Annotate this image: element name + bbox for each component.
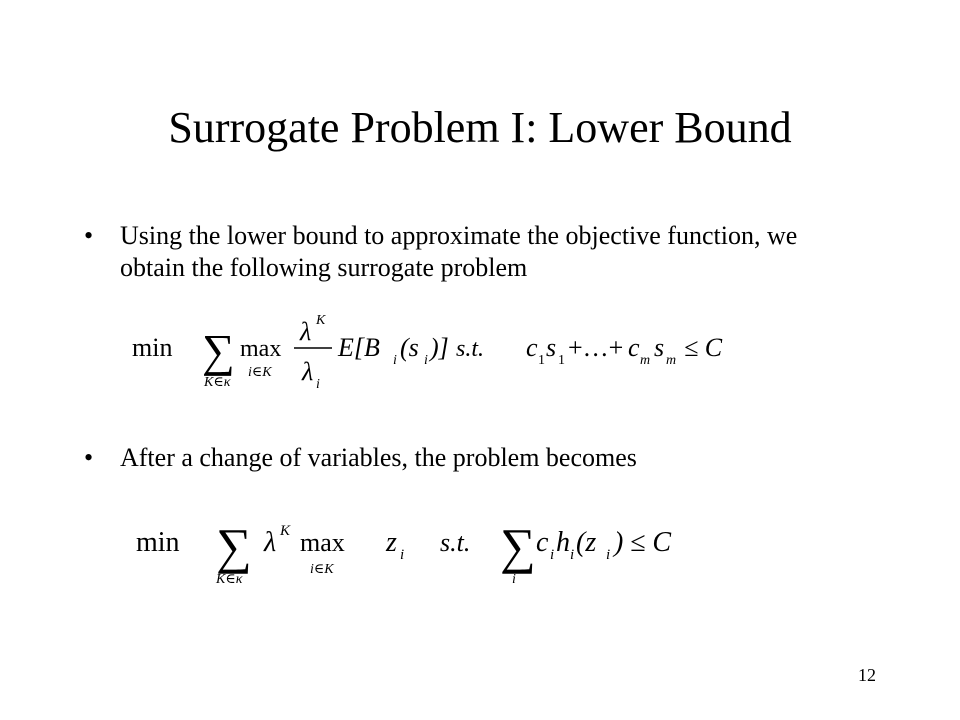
lambda-numerator: λ bbox=[300, 317, 312, 346]
sum-subscript: K∈κ bbox=[204, 375, 231, 390]
sum-symbol: ∑ bbox=[202, 325, 235, 376]
max-operator: max bbox=[300, 528, 345, 557]
surrogate-problem-formula bbox=[128, 300, 768, 410]
z-subscript: i bbox=[400, 547, 405, 563]
argument-subscript: i bbox=[424, 353, 428, 368]
max-subscript: i∈K bbox=[310, 562, 334, 577]
bullet-marker: • bbox=[84, 221, 94, 250]
lambda-superscript: K bbox=[280, 523, 291, 539]
bullet-text: After a change of variables, the problem becomes bbox=[120, 443, 637, 472]
surrogate-problem-svg bbox=[128, 300, 768, 410]
bullet-text: Using the lower bound to approximate the objective function, we obtain the following surrogate problem bbox=[120, 221, 798, 282]
constraint-ellipsis: +…+ bbox=[568, 333, 624, 362]
expectation-close: )] bbox=[430, 333, 449, 362]
min-operator: min bbox=[136, 527, 180, 558]
constraint-c-subscript: i bbox=[550, 547, 555, 563]
sum-constraint-subscript: i bbox=[512, 572, 516, 587]
constraint-bound: ≤ C bbox=[630, 527, 672, 558]
such-that-label: s.t. bbox=[456, 336, 485, 362]
such-that-label: s.t. bbox=[440, 528, 471, 557]
sum-symbol-constraint: ∑ bbox=[500, 518, 536, 574]
constraint-c1: c bbox=[526, 333, 538, 362]
constraint-h: h bbox=[556, 527, 570, 558]
constraint-argument-subscript: i bbox=[606, 547, 611, 563]
sum-subscript: K∈κ bbox=[216, 572, 243, 587]
sum-symbol: ∑ bbox=[216, 518, 252, 574]
expectation-subscript: i bbox=[393, 353, 397, 368]
lambda-superscript: K bbox=[316, 313, 326, 328]
expectation-argument: (s bbox=[400, 333, 419, 362]
constraint-s1-subscript: 1 bbox=[558, 353, 565, 368]
lambda-denominator: λ bbox=[302, 357, 314, 386]
constraint-argument-close: ) bbox=[614, 527, 624, 558]
transformed-problem-formula bbox=[130, 505, 700, 595]
constraint-c: c bbox=[536, 527, 549, 558]
slide-title: Surrogate Problem I: Lower Bound bbox=[168, 103, 792, 152]
transformed-problem-svg bbox=[130, 505, 700, 595]
constraint-c1-subscript: 1 bbox=[538, 353, 545, 368]
min-operator: min bbox=[132, 333, 173, 362]
constraint-cm-subscript: m bbox=[640, 353, 651, 368]
constraint-bound: ≤ C bbox=[684, 333, 723, 362]
constraint-s1: s bbox=[546, 333, 557, 362]
bullet-item-lower-bound bbox=[84, 220, 804, 284]
lambda-subscript: i bbox=[316, 377, 320, 392]
bullet-marker: • bbox=[84, 443, 94, 472]
max-subscript: i∈K bbox=[248, 365, 272, 380]
constraint-sm-subscript: m bbox=[666, 353, 677, 368]
z-variable: z bbox=[386, 527, 397, 558]
expectation-term: E[B bbox=[338, 333, 380, 362]
constraint-cm: c bbox=[628, 333, 640, 362]
bullet-item-change-of-variables bbox=[84, 442, 804, 474]
constraint-h-subscript: i bbox=[570, 547, 575, 563]
constraint-sm: s bbox=[654, 333, 665, 362]
constraint-argument: (z bbox=[576, 527, 597, 558]
max-operator: max bbox=[240, 336, 282, 362]
lambda-term: λ bbox=[264, 527, 277, 558]
page-number: 12 bbox=[858, 665, 876, 685]
